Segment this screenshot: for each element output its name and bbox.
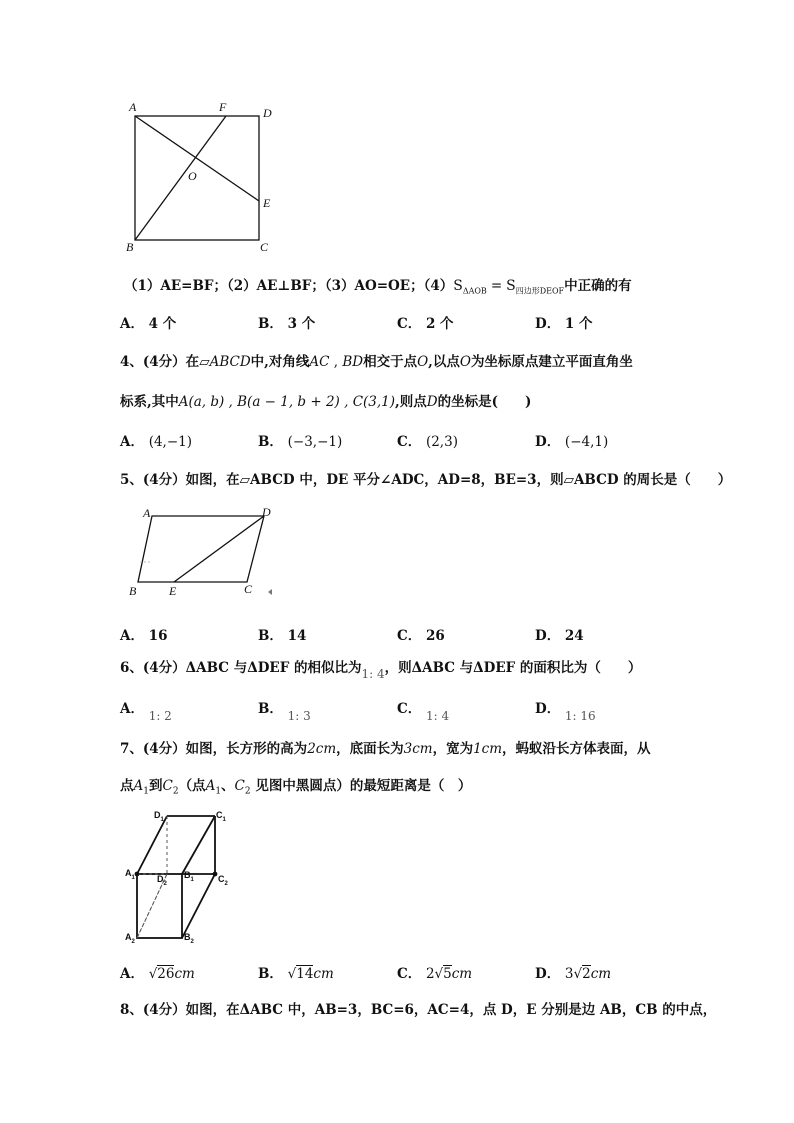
q5-option-a[interactable]: A． 16: [120, 628, 168, 644]
q6-option-b[interactable]: B． 1: 3: [258, 701, 311, 723]
label-D2: $D_2$: [157, 874, 167, 887]
label-D: D: [262, 505, 271, 519]
q3-option-a[interactable]: A． 4 个: [120, 316, 177, 332]
q5-option-d[interactable]: D． 24: [535, 628, 584, 644]
q4-option-b[interactable]: B． (−3,−1): [258, 434, 343, 450]
label-O: O: [188, 169, 197, 183]
q3-option-c[interactable]: C． 2 个: [397, 316, 454, 332]
label-D: D: [263, 106, 272, 120]
q4-text-line1: 4、(4分）在▱ABCD中,对角线AC , BD相交于点O,以点O为坐标原点建立平面直角坐: [120, 354, 633, 370]
square-diagram: [0, 0, 794, 260]
label-A: A: [129, 100, 137, 114]
q6-option-d[interactable]: D． 1: 16: [535, 701, 596, 723]
q3-option-d[interactable]: D． 1 个: [535, 316, 593, 332]
label-C: C: [260, 240, 269, 254]
label-F: F: [219, 100, 227, 114]
q4-option-c[interactable]: C． (2,3): [397, 434, 458, 450]
q5-option-c[interactable]: C． 26: [397, 628, 445, 644]
label-B: B: [129, 584, 137, 598]
label-E: E: [263, 196, 271, 210]
q7-text-line1: 7、(4分）如图，长方形的高为2cm，底面长为3cm，宽为1cm，蚂蚁沿长方体表面，从: [120, 741, 651, 757]
label-B2: $B_2$: [184, 932, 194, 945]
label-E: E: [169, 584, 177, 598]
q7-text-line2: 点$A_1$到$C_2$（点$A_1$、$C_2$ 见图中黑圆点）的最短距离是（ ）: [120, 778, 472, 797]
parallelogram-diagram: [0, 500, 794, 610]
q4-option-d[interactable]: D． (−4,1): [535, 434, 609, 450]
label-C2: $C_2$: [218, 874, 228, 887]
q4-text-line2: 标系,其中A(a, b) , B(a − 1, b + 2) , C(3,1),则点D的坐标是( ): [120, 394, 532, 410]
q8-text: 8、(4分）如图，在ΔABC 中，AB=3，BC=6，AC=4，点 D，E 分别是边 AB，CB 的中点，: [120, 1002, 717, 1018]
label-A2: $A_2$: [125, 932, 135, 945]
q5-option-b[interactable]: B． 14: [258, 628, 307, 644]
q6-option-a[interactable]: A． 1: 2: [120, 701, 172, 723]
q6-option-c[interactable]: C． 1: 4: [397, 701, 450, 723]
cuboid-diagram: [0, 805, 794, 955]
q3-option-b[interactable]: B． 3 个: [258, 316, 316, 332]
label-A: A: [143, 506, 151, 520]
label-B: B: [126, 240, 134, 254]
q7-option-b[interactable]: B． √14cm: [258, 966, 334, 982]
q7-option-a[interactable]: A． √26cm: [120, 966, 195, 982]
q4-option-a[interactable]: A． (4,−1): [120, 434, 193, 450]
q7-option-d[interactable]: D． 3√2cm: [535, 966, 612, 982]
label-A1: $A_1$: [125, 868, 135, 881]
label-B1: $B_1$: [184, 870, 194, 883]
label-C1: $C_1$: [216, 810, 226, 823]
q6-text: 6、(4分）ΔABC 与ΔDEF 的相似比为1: 4，则ΔABC 与ΔDEF 的面积比为（ ）: [120, 660, 642, 681]
q5-text: 5、(4分）如图，在▱ABCD 中，DE 平分∠ADC，AD=8，BE=3，则▱ABCD 的周长是（ ）: [120, 472, 732, 488]
label-C: C: [244, 582, 253, 596]
label-D1: $D_1$: [154, 810, 164, 823]
q3-statements: （1）AE=BF；（2）AE⊥BF；（3）AO=OE；$(4)S_{\Delta AOB} = S_{四边形DEOF}$中正确的有: [124, 278, 632, 296]
q7-option-c[interactable]: C． 2√5cm: [397, 966, 473, 982]
